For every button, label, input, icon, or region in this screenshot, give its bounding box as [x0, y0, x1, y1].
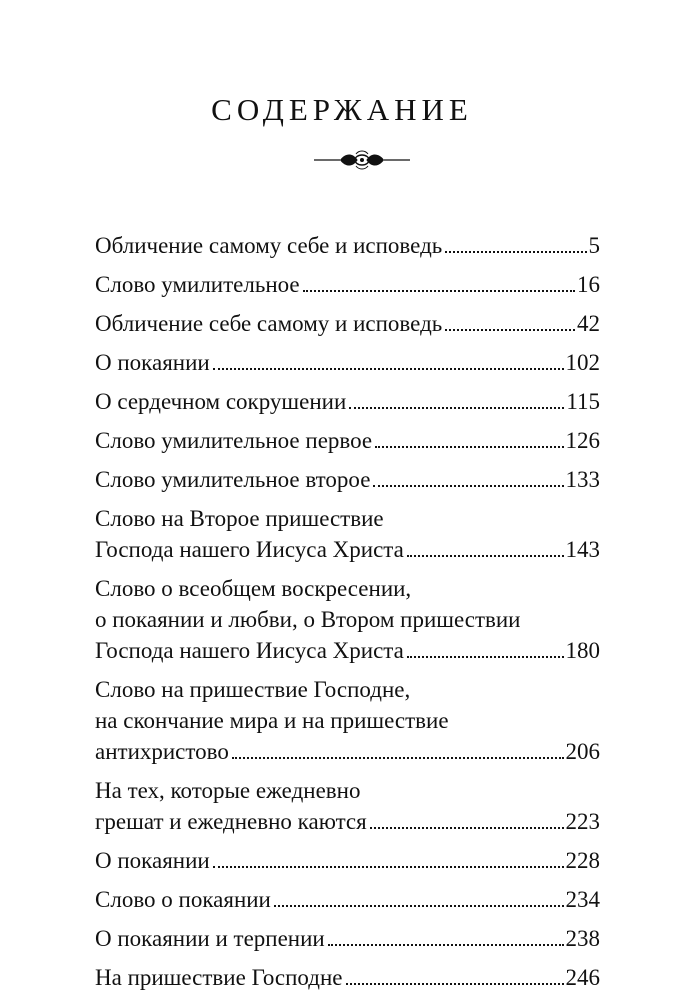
- toc-entry-title-line: О покаянии: [95, 350, 210, 375]
- toc-entry-title-line: На пришествие Господне: [95, 965, 343, 990]
- toc-entry[interactable]: [95, 347, 600, 378]
- dot-leader: [373, 485, 563, 487]
- toc-entry-row: [95, 269, 600, 300]
- toc-entry-row: [95, 386, 600, 417]
- toc-page-number: 16: [577, 272, 600, 297]
- toc-page-number: 206: [565, 739, 600, 764]
- toc-entry[interactable]: [95, 425, 600, 456]
- toc-entry-row: [95, 230, 600, 261]
- toc-entry[interactable]: [95, 775, 600, 837]
- toc-entry-title-line: Господа нашего Иисуса Христа: [95, 638, 404, 663]
- toc-entry-row: [95, 635, 600, 666]
- toc-entry-title-line: о покаянии и любви, о Втором пришествии: [95, 607, 521, 632]
- toc-entry-title-line: грешат и ежедневно каются: [95, 809, 367, 834]
- toc-page-number: 143: [565, 537, 600, 562]
- toc-entry-title-line: О покаянии: [95, 848, 210, 873]
- dot-leader: [232, 757, 564, 759]
- toc-entry[interactable]: [95, 386, 600, 417]
- toc-entry[interactable]: [95, 962, 600, 993]
- toc-entry-row: [95, 736, 600, 767]
- toc-page-number: 42: [577, 311, 600, 336]
- dot-leader: [407, 656, 564, 658]
- dot-leader: [407, 555, 564, 557]
- decorative-flourish-icon: [312, 148, 412, 172]
- toc-entry-row: [95, 806, 600, 837]
- dot-leader: [375, 446, 563, 448]
- dot-leader: [445, 251, 586, 253]
- toc-entry-title-line: О покаянии и терпении: [95, 926, 325, 951]
- toc-entry-title-line: Слово на пришествие Господне,: [95, 677, 411, 702]
- toc-entry-title-line: на скончание мира и на пришествие: [95, 708, 449, 733]
- toc-entry-row: [95, 845, 600, 876]
- toc-entry-row: [95, 923, 600, 954]
- toc-page-number: 133: [565, 467, 600, 492]
- table-of-contents: [95, 230, 600, 1001]
- toc-entry-title-line: Слово умилительное первое: [95, 428, 373, 453]
- dot-leader: [346, 983, 564, 985]
- dot-leader: [213, 866, 564, 868]
- dot-leader: [213, 368, 564, 370]
- dot-leader: [303, 290, 575, 292]
- toc-entry[interactable]: [95, 884, 600, 915]
- toc-page-number: 234: [565, 887, 600, 912]
- dot-leader: [370, 827, 564, 829]
- toc-page-number: 102: [565, 350, 600, 375]
- toc-entry[interactable]: [95, 845, 600, 876]
- toc-entry-title-line: Обличение самому себе и исповедь: [95, 233, 443, 258]
- toc-entry[interactable]: [95, 230, 600, 261]
- page-title: СОДЕРЖАНИЕ: [211, 92, 473, 127]
- toc-entry-title-line: На тех, которые ежедневно: [95, 778, 361, 803]
- toc-entry[interactable]: [95, 674, 600, 767]
- toc-entry-row: [95, 347, 600, 378]
- dot-leader: [274, 905, 564, 907]
- toc-entry[interactable]: [95, 503, 600, 565]
- toc-entry-row: [95, 308, 600, 339]
- toc-page-number: 126: [565, 428, 600, 453]
- toc-entry[interactable]: [95, 308, 600, 339]
- toc-entry-title-line: О сердечном сокрушении: [95, 389, 347, 414]
- dot-leader: [349, 407, 564, 409]
- toc-entry-row: [95, 962, 600, 993]
- toc-entry[interactable]: [95, 573, 600, 666]
- toc-entry-row: [95, 534, 600, 565]
- toc-entry-title-line: Слово умилительное второе: [95, 467, 371, 492]
- toc-entry[interactable]: [95, 269, 600, 300]
- toc-entry-title-line: антихристово: [95, 739, 229, 764]
- dot-leader: [328, 944, 564, 946]
- toc-entry-title-line: Господа нашего Иисуса Христа: [95, 537, 404, 562]
- toc-page-number: 115: [566, 389, 600, 414]
- toc-page-number: 5: [588, 233, 600, 258]
- toc-entry-title-line: Слово на Второе пришествие: [95, 506, 384, 531]
- toc-entry-title-line: Слово умилительное: [95, 272, 300, 297]
- toc-entry-row: [95, 464, 600, 495]
- toc-page-number: 228: [565, 848, 600, 873]
- toc-page-number: 223: [565, 809, 600, 834]
- toc-page-number: 180: [565, 638, 600, 663]
- toc-entry[interactable]: [95, 464, 600, 495]
- toc-entry-row: [95, 884, 600, 915]
- toc-page-number: 246: [565, 965, 600, 990]
- toc-entry-row: [95, 425, 600, 456]
- toc-entry-title-line: Слово о покаянии: [95, 887, 271, 912]
- toc-page-number: 238: [565, 926, 600, 951]
- dot-leader: [445, 329, 575, 331]
- toc-entry[interactable]: [95, 923, 600, 954]
- toc-entry-title-line: Обличение себе самому и исповедь: [95, 311, 443, 336]
- toc-entry-title-line: Слово о всеобщем воскресении,: [95, 576, 412, 601]
